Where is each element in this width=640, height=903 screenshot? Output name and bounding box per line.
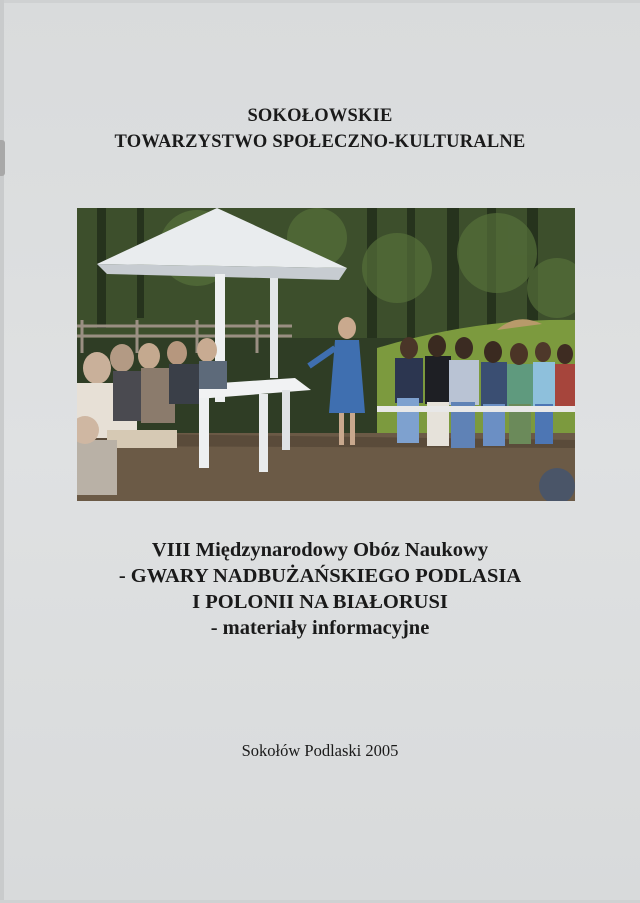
publisher-name (0, 103, 640, 155)
title-line-1: VIII Międzynarodowy Obóz Naukowy (151, 539, 489, 561)
cover-photo-illustration (77, 208, 575, 501)
publisher-line-1: SOKOŁOWSKIE (247, 106, 393, 126)
publication-place-year: Sokołów Podlaski 2005 (241, 741, 399, 760)
publisher-line-2: TOWARZYSTWO SPOŁECZNO-KULTURALNE (114, 132, 526, 152)
cover-title (0, 537, 640, 641)
cover-edge-top (0, 0, 640, 3)
title-line-2: - GWARY NADBUŻAŃSKIEGO PODLASIA (118, 565, 522, 587)
title-line-4: - materiały informacyjne (210, 617, 430, 639)
title-line-3: I POLONII NA BIAŁORUSI (192, 591, 448, 613)
cover-photo (77, 208, 575, 501)
